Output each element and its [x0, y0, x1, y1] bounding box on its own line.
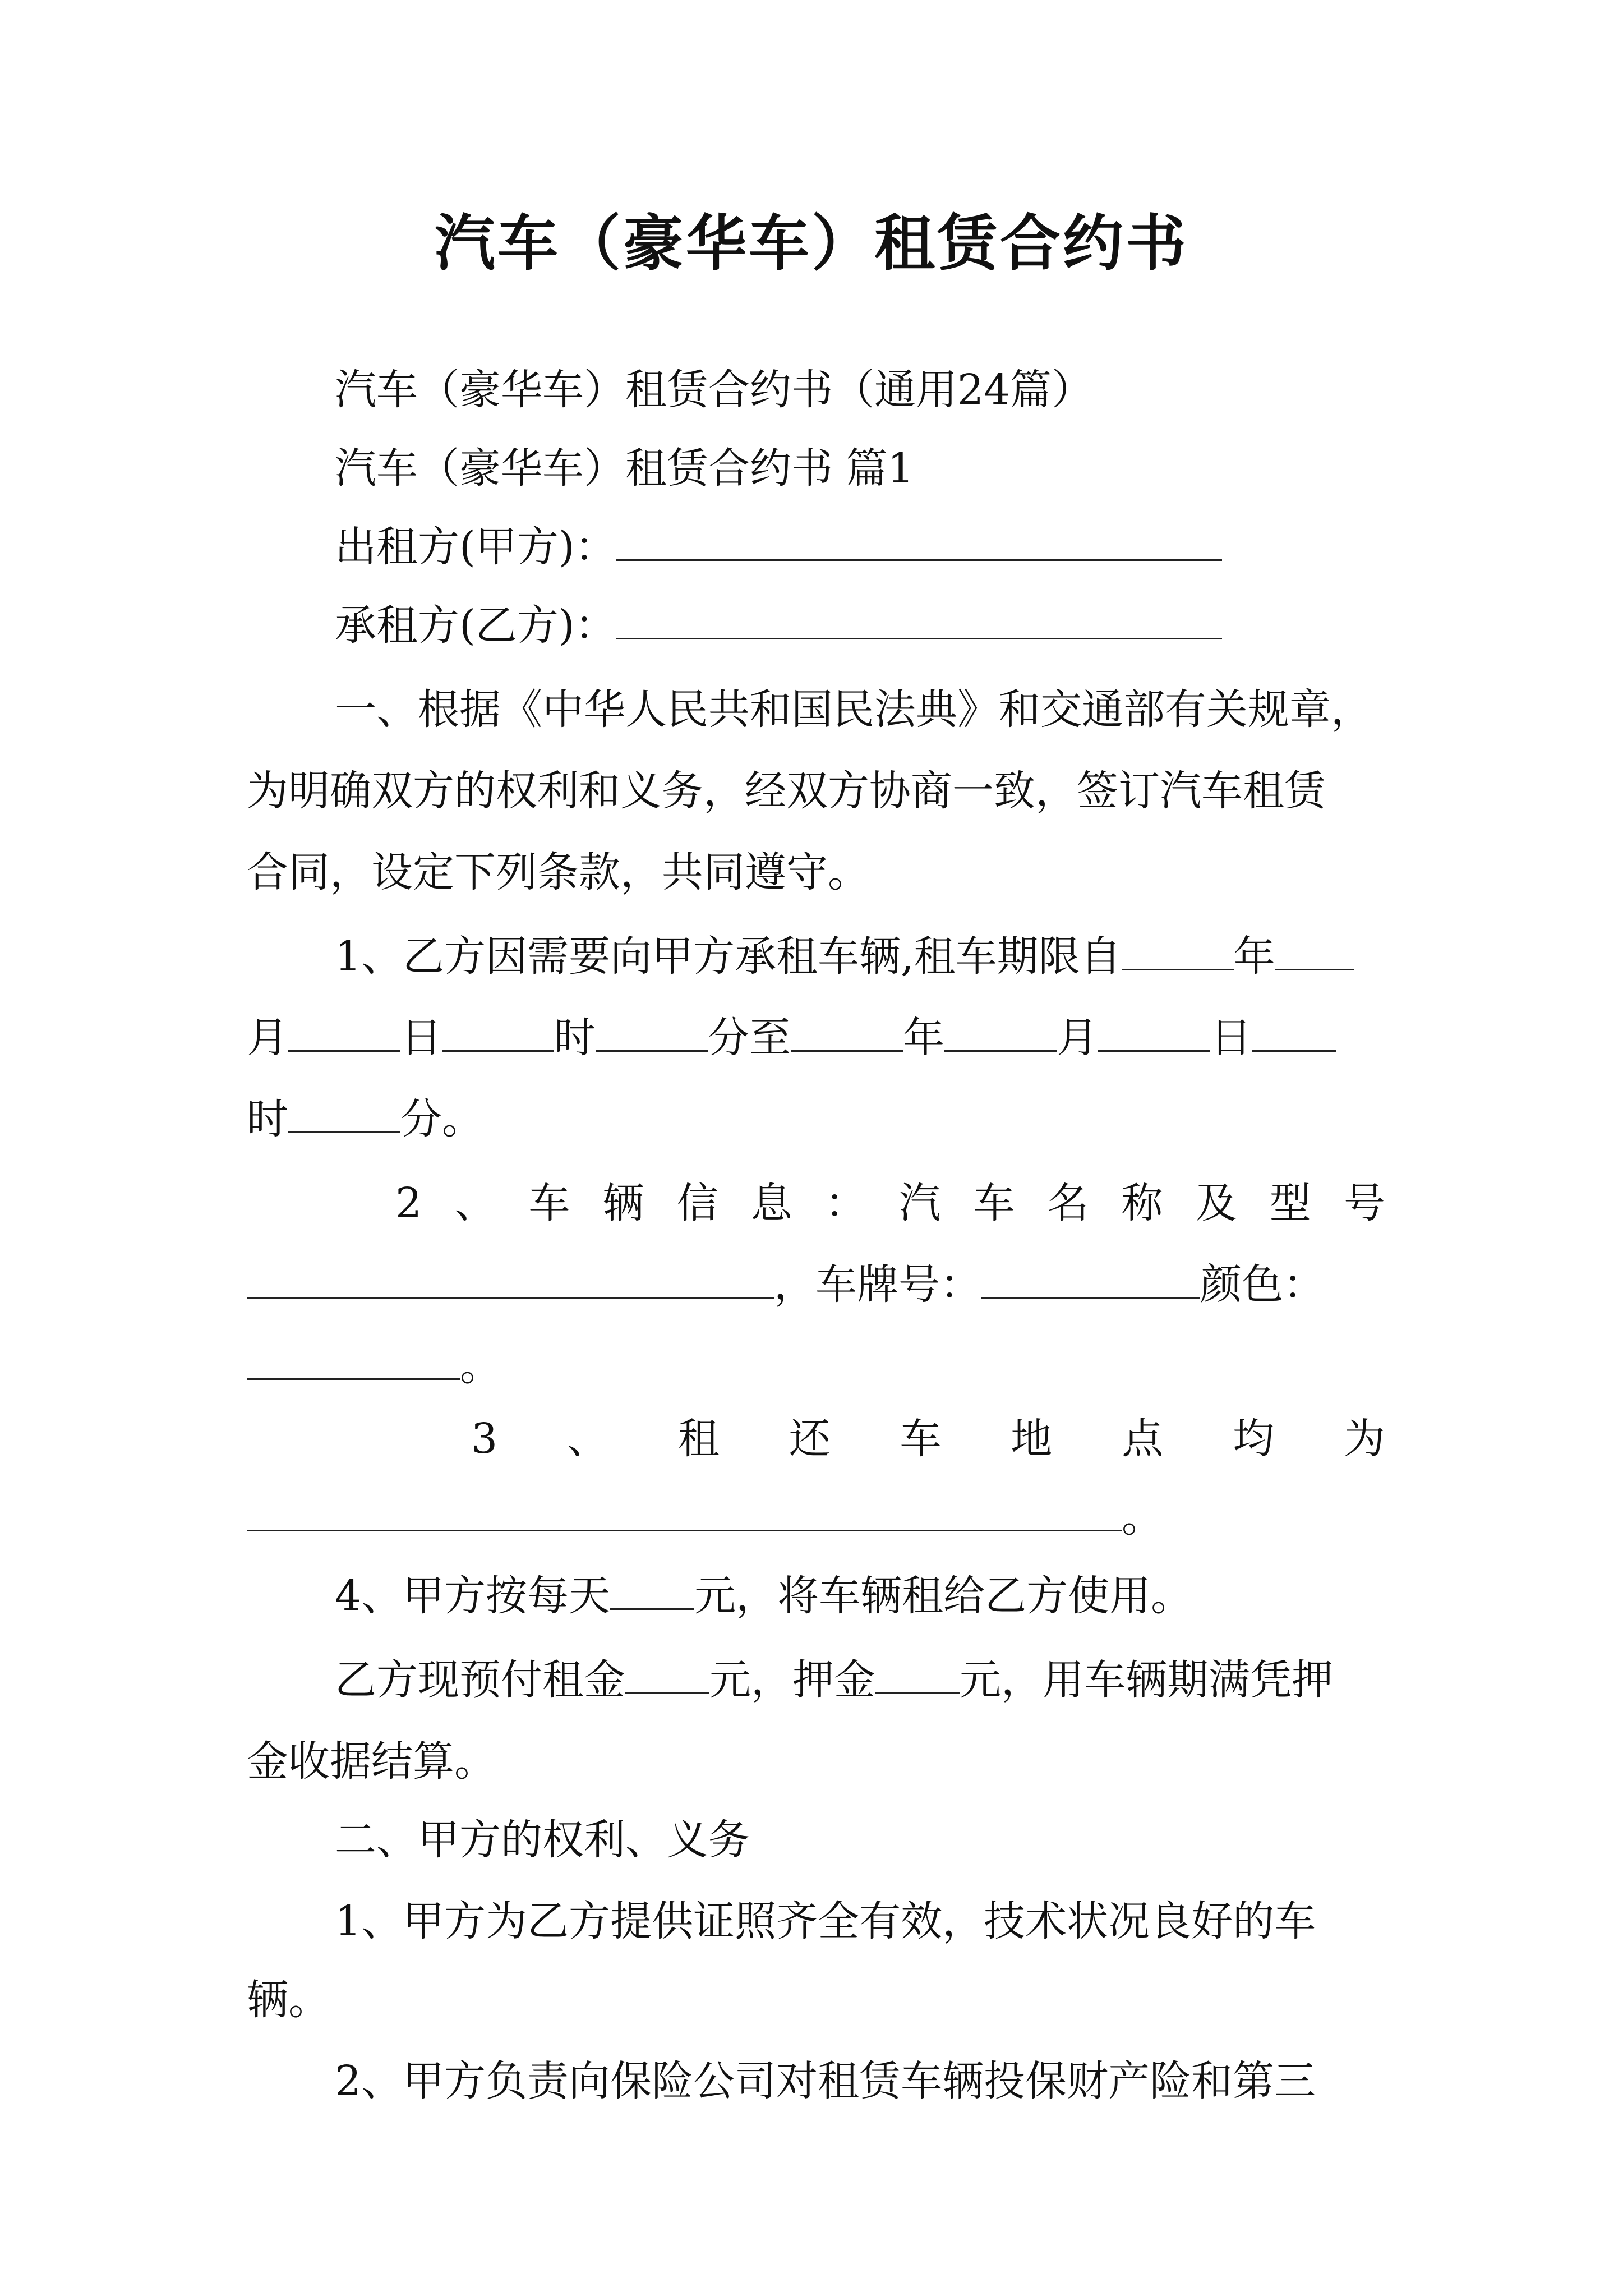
day-label: 日	[400, 1014, 442, 1062]
lessee-line	[335, 595, 1385, 656]
clause-3-line-2	[247, 1487, 1385, 1548]
paragraph-line: 辆。	[247, 1976, 330, 2024]
prepay-line-2: 金收据结算。	[247, 1737, 496, 1786]
clause-2-line-1	[395, 1172, 1385, 1234]
lessor-label: 出租方(甲方)：	[335, 523, 616, 571]
char: 车	[528, 1179, 570, 1227]
clause-1-line-3	[247, 1088, 1385, 1150]
period: 。	[460, 1342, 501, 1390]
paragraph-line: 一、根据《中华人民共和国民法典》和交通部有关规章，	[335, 685, 1372, 734]
char: 点	[1122, 1415, 1164, 1463]
clause-4-text: 元，将车辆租给乙方使用。	[694, 1572, 1193, 1620]
start-year-blank[interactable]	[1122, 931, 1234, 970]
clause-4-text: 4、甲方按每天	[335, 1572, 611, 1620]
char: 为	[1343, 1415, 1385, 1463]
daily-rate-blank[interactable]	[610, 1571, 694, 1610]
deposit-blank[interactable]	[875, 1655, 960, 1694]
location-blank[interactable]	[247, 1492, 1122, 1531]
char: ：	[824, 1179, 866, 1227]
car-model-blank[interactable]	[247, 1259, 774, 1299]
lessee-blank[interactable]	[616, 600, 1222, 639]
char: 信	[676, 1179, 718, 1227]
prepay-text: 乙方现预付租金	[335, 1656, 625, 1704]
char: 、	[454, 1179, 496, 1227]
year-label: 年	[903, 1014, 944, 1062]
prepay-text: 元，押金	[709, 1656, 875, 1704]
color-blank[interactable]	[247, 1341, 460, 1380]
char: 车	[973, 1179, 1015, 1227]
hour-label: 时	[247, 1095, 288, 1143]
period: 。	[1122, 1493, 1163, 1542]
prepaid-rent-blank[interactable]	[625, 1655, 709, 1694]
clause-2-line-2	[247, 1254, 1385, 1315]
month-label: 月	[247, 1014, 288, 1062]
blank[interactable]	[944, 1013, 1057, 1052]
char: 息	[750, 1179, 792, 1227]
char: 2	[395, 1179, 422, 1227]
blank[interactable]	[442, 1013, 554, 1052]
clause-1-line-2	[247, 1007, 1385, 1069]
paragraph-line: 1、甲方为乙方提供证照齐全有效，技术状况良好的车	[335, 1897, 1316, 1945]
clause-2-line-3	[247, 1335, 1385, 1397]
document-subtitle: 汽车（豪华车）租赁合约书（通用24篇）	[335, 366, 1094, 414]
document-title: 汽车（豪华车）租赁合约书	[434, 209, 1188, 279]
plate-label: ，车牌号：	[774, 1260, 981, 1309]
char: 名	[1047, 1179, 1089, 1227]
prepay-line-1	[335, 1649, 1385, 1711]
blank[interactable]	[1098, 1013, 1210, 1052]
paragraph-line: 2、甲方负责向保险公司对租赁车辆投保财产险和第三	[335, 2057, 1316, 2105]
char: 3	[471, 1415, 498, 1463]
char: 均	[1233, 1415, 1275, 1463]
clause-3-line-1	[471, 1408, 1385, 1470]
char: 地	[1011, 1415, 1053, 1463]
char: 及	[1195, 1179, 1237, 1227]
plate-blank[interactable]	[981, 1259, 1200, 1299]
clause-4	[335, 1565, 1385, 1627]
blank[interactable]	[288, 1013, 400, 1052]
start-month-blank[interactable]	[1275, 931, 1354, 970]
char: 租	[677, 1415, 720, 1463]
minute-to-label: 分至	[708, 1014, 791, 1062]
section-2-heading: 二、甲方的权利、义务	[335, 1816, 750, 1864]
clause-1-text: 1、乙方因需要向甲方承租车辆,租车期限自	[335, 932, 1122, 981]
blank[interactable]	[288, 1094, 400, 1133]
blank[interactable]	[1252, 1013, 1336, 1052]
blank[interactable]	[596, 1013, 708, 1052]
lessee-label: 承租方(乙方)：	[335, 601, 616, 650]
color-label: 颜色：	[1200, 1260, 1325, 1309]
hour-label: 时	[554, 1014, 596, 1062]
minute-end-label: 分。	[400, 1095, 483, 1143]
paragraph-line: 合同，设定下列条款，共同遵守。	[247, 848, 869, 896]
char: 车	[900, 1415, 942, 1463]
paragraph-line: 为明确双方的权利和义务，经双方协商一致，签订汽车租赁	[247, 767, 1326, 815]
char: 辆	[602, 1179, 644, 1227]
char: 号	[1343, 1179, 1385, 1227]
day-label: 日	[1210, 1014, 1252, 1062]
clause-1-line-1	[335, 926, 1385, 987]
month-label: 月	[1057, 1014, 1098, 1062]
year-label: 年	[1233, 932, 1275, 981]
prepay-text: 元，用车辆期满凭押	[960, 1656, 1333, 1704]
char: 汽	[899, 1179, 941, 1227]
lessor-blank[interactable]	[616, 522, 1222, 561]
lessor-line	[335, 516, 1385, 578]
section-heading: 汽车（豪华车）租赁合约书 篇1	[335, 444, 914, 493]
char: 型	[1269, 1179, 1311, 1227]
char: 、	[566, 1415, 608, 1463]
char: 还	[789, 1415, 831, 1463]
char: 称	[1121, 1179, 1163, 1227]
blank[interactable]	[791, 1013, 903, 1052]
